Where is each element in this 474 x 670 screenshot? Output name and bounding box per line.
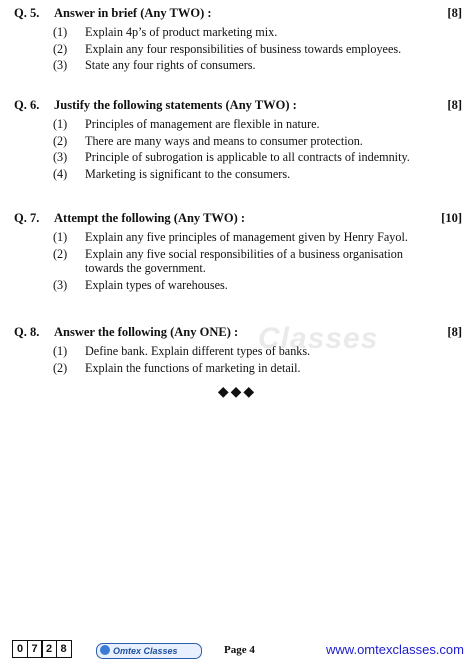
website-url: www.omtexclasses.com (326, 642, 464, 657)
item-number: (3) (53, 58, 68, 72)
question-marks: [10] (441, 211, 462, 225)
list-item (0, 58, 474, 73)
question-number: Q. 7. (14, 211, 40, 225)
item-number: (1) (53, 230, 68, 244)
globe-icon (100, 645, 110, 655)
question-6 (0, 98, 474, 181)
item-text: Explain types of warehouses. (85, 277, 228, 292)
question-title: Answer the following (Any ONE) : (54, 325, 239, 339)
item-number: (2) (53, 246, 68, 261)
item-text: Explain 4p’s of product marketing mix. (85, 25, 278, 39)
item-number: (3) (53, 150, 68, 164)
page-number: Page 4 (224, 644, 255, 656)
item-number: (1) (53, 25, 68, 39)
end-separator: ◆◆◆ (217, 385, 257, 400)
list-item (0, 25, 474, 40)
item-number: (1) (53, 344, 68, 358)
paper-code (12, 640, 70, 658)
item-text: There are many ways and means to consumer protection. (85, 133, 363, 148)
list-item (0, 278, 474, 293)
item-number: (4) (53, 166, 68, 181)
item-text: Marketing is significant to the consumers. (85, 166, 291, 181)
list-item (0, 344, 474, 359)
item-number: (2) (53, 41, 68, 56)
item-text: State any four rights of consumers. (85, 58, 256, 72)
question-title: Attempt the following (Any TWO) : (54, 211, 246, 225)
question-marks: [8] (447, 6, 462, 20)
item-text: Explain any four responsibilities of business towards employees. (85, 41, 402, 56)
list-item (0, 42, 474, 57)
item-number: (3) (53, 277, 68, 292)
list-item (0, 361, 474, 376)
item-text: Explain any five social responsibilities of a business organisation towards the government. (85, 246, 403, 275)
list-item (0, 117, 474, 132)
question-marks: [8] (447, 98, 462, 112)
item-number: (2) (53, 360, 68, 375)
question-marks: [8] (447, 325, 462, 339)
watermark: Classes (258, 322, 379, 355)
page-footer (0, 640, 474, 664)
item-text: Principle of subrogation is applicable to all contracts of indemnity. (85, 150, 410, 164)
question-title: Justify the following statements (Any TWO) : (54, 98, 297, 112)
question-number: Q. 8. (14, 325, 40, 339)
code-digit: 2 (41, 640, 57, 658)
item-text: Define bank. Explain different types of banks. (85, 344, 311, 358)
list-item (0, 230, 474, 245)
code-digit: 7 (27, 640, 43, 658)
item-text: Explain any five principles of management given by Henry Fayol. (85, 230, 408, 244)
question-5 (0, 6, 474, 73)
logo-text: Omtex Classes (113, 646, 178, 656)
list-item (0, 167, 474, 182)
list-item (0, 247, 474, 276)
item-text: Principles of management are flexible in nature. (85, 117, 320, 131)
code-digit: 8 (56, 640, 72, 658)
item-number: (2) (53, 133, 68, 148)
question-7 (0, 211, 474, 292)
question-number: Q. 5. (14, 6, 40, 20)
list-item (0, 150, 474, 165)
question-8 (0, 325, 474, 375)
code-digit: 0 (12, 640, 28, 658)
list-item (0, 134, 474, 149)
item-number: (1) (53, 117, 68, 131)
question-number: Q. 6. (14, 98, 40, 112)
item-text: Explain the functions of marketing in detail. (85, 360, 301, 375)
omtex-logo (96, 643, 202, 659)
question-title: Answer in brief (Any TWO) : (54, 6, 212, 20)
